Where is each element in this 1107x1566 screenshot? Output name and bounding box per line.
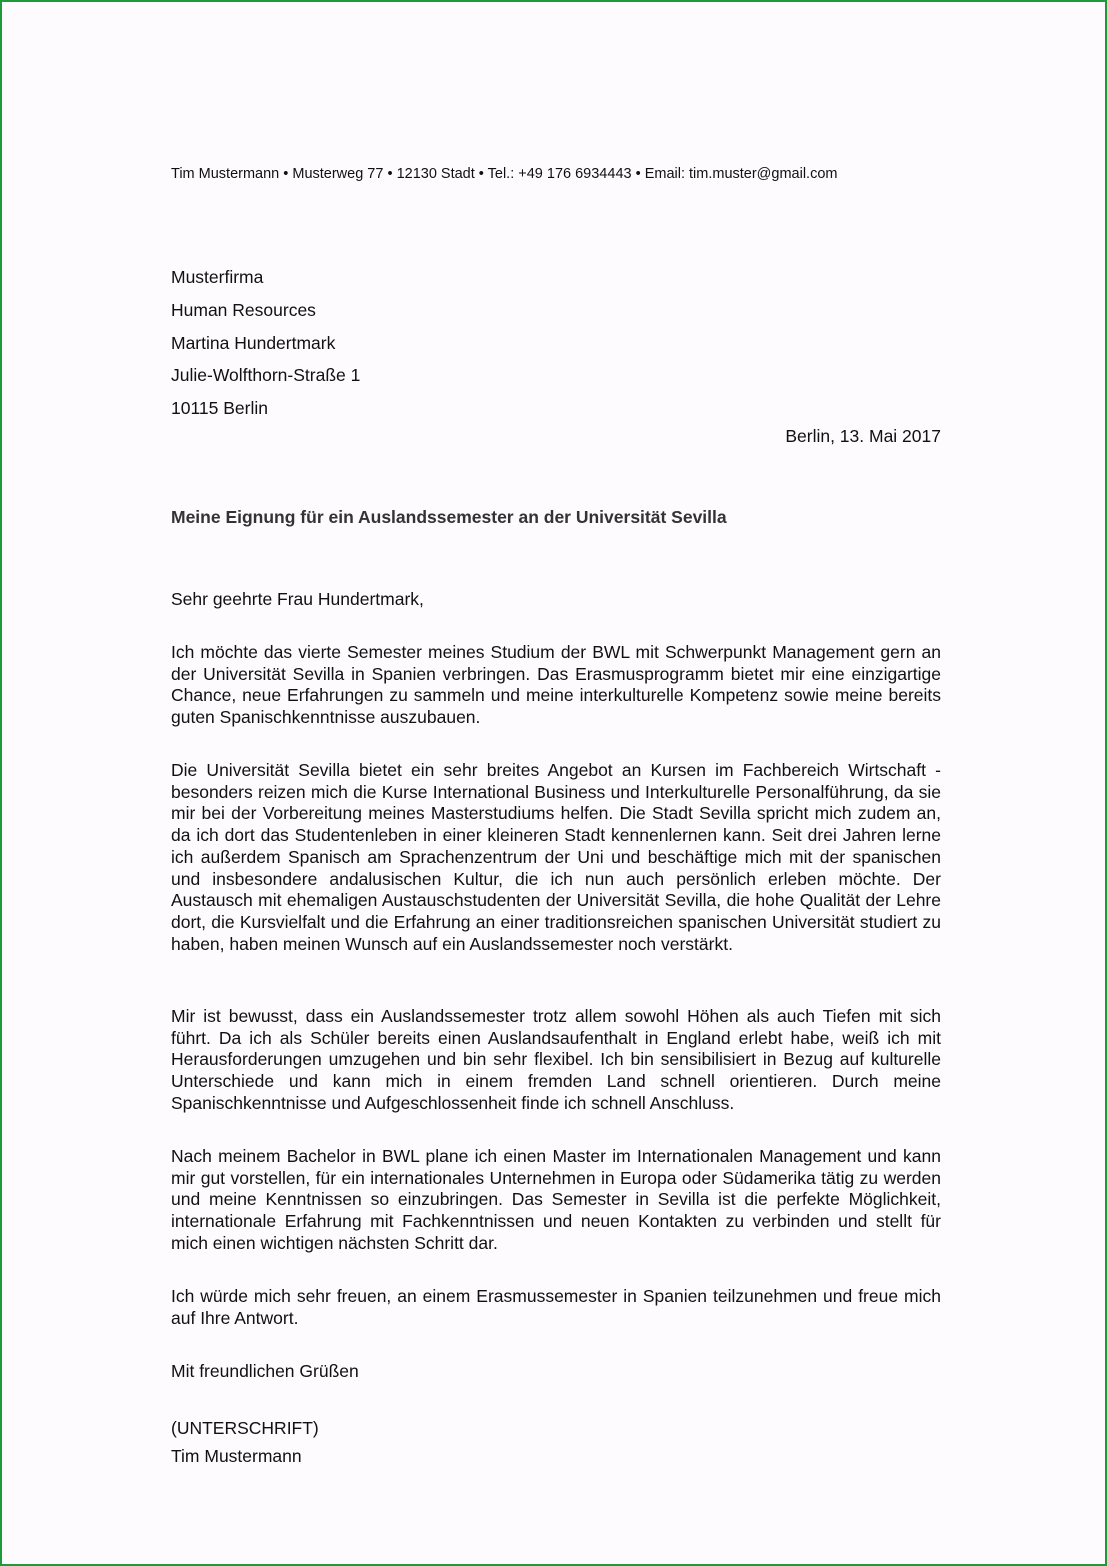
recipient-city: 10115 Berlin [171, 398, 268, 419]
recipient-name: Martina Hundertmark [171, 332, 336, 353]
body-paragraph-4: Nach meinem Bachelor in BWL plane ich einen Master im Internationalen Management und kann mir gut vorstellen, für ein internationales Unternehmen in Europa oder Südamerika tätig zu werden und meine Kenntnissen so einzubringen. Das Semester in Sevilla ist die perfekte Möglichkeit, internationale Erfahrung mit Fachkenntnissen und neuen Kontakten zu verbinden und stellt für mich einen wichtigen nächsten Schritt dar. [171, 1146, 941, 1253]
body-paragraph-1: Ich möchte das vierte Semester meines Studium der BWL mit Schwerpunkt Management gern an der Universität Sevilla in Spanien verbringen. Das Erasmusprogramm bietet mir eine einzigartige Chance, neue Erfahrungen zu sammeln und meine interkulturelle Kompetenz sowie meine bereits guten Spanischkenntnisse auszubauen. [171, 642, 941, 728]
salutation: Sehr geehrte Frau Hundertmark, [171, 589, 424, 609]
body-paragraph-2: Die Universität Sevilla bietet ein sehr breites Angebot an Kursen im Fachbereich Wirtschaft - besonders reizen mich die Kurse International Business und Interkulturelle Personalführung, da sie mir bei der Vorbereitung meines Masterstudiums helfen. Die Stadt Sevilla spricht mich zudem an, da ich dort das Studentenleben in einer kleineren Stadt kennenlernen kann. Seit drei Jahren lerne ich außerdem Spanisch am Sprachenzentrum der Uni und beschäftige mich mit der spanischen und insbesondere andalusischen Kultur, die ich nun auch persönlich erleben möchte. Der Austausch mit ehemaligen Austauschstudenten der Universität Sevilla, die hohe Qualität der Lehre dort, die Kursvielfalt und die Erfahrung an einer traditionsreichen spanischen Universität studiert zu haben, haben meinen Wunsch auf ein Auslandssemester noch verstärkt. [171, 760, 941, 954]
body-paragraph-3: Mir ist bewusst, dass ein Auslandssemester trotz allem sowohl Höhen als auch Tiefen mit sich führt. Da ich als Schüler bereits einen Auslandsaufenthalt in England erlebt habe, weiß ich mit Herausforderungen umzugehen und bin sehr flexibel. Ich bin sensibilisiert in Bezug auf kulturelle Unterschiede und kann mich in einem fremden Land schnell orientieren. Durch meine Spanischkenntnisse und Aufgeschlossenheit finde ich schnell Anschluss. [171, 1006, 941, 1113]
closing-phrase: Mit freundlichen Grüßen [171, 1361, 359, 1381]
recipient-department: Human Resources [171, 299, 316, 320]
body-paragraph-5: Ich würde mich sehr freuen, an einem Erasmussemester in Spanien teilzunehmen und freue mich auf Ihre Antwort. [171, 1286, 941, 1328]
sender-line: Tim Mustermann • Musterweg 77 • 12130 Stadt • Tel.: +49 176 6934443 • Email: tim.muster@gmail.com [171, 166, 838, 182]
signature-block [171, 1414, 941, 1470]
signature-placeholder: (UNTERSCHRIFT) [171, 1418, 319, 1438]
letter-date: Berlin, 13. Mai 2017 [785, 426, 941, 446]
recipient-company: Musterfirma [171, 267, 264, 287]
recipient-address [171, 261, 941, 425]
signature-name: Tim Mustermann [171, 1446, 302, 1466]
recipient-street: Julie-Wolfthorn-Straße 1 [171, 365, 361, 386]
letter-subject: Meine Eignung für ein Auslandssemester an der Universität Sevilla [171, 507, 727, 527]
